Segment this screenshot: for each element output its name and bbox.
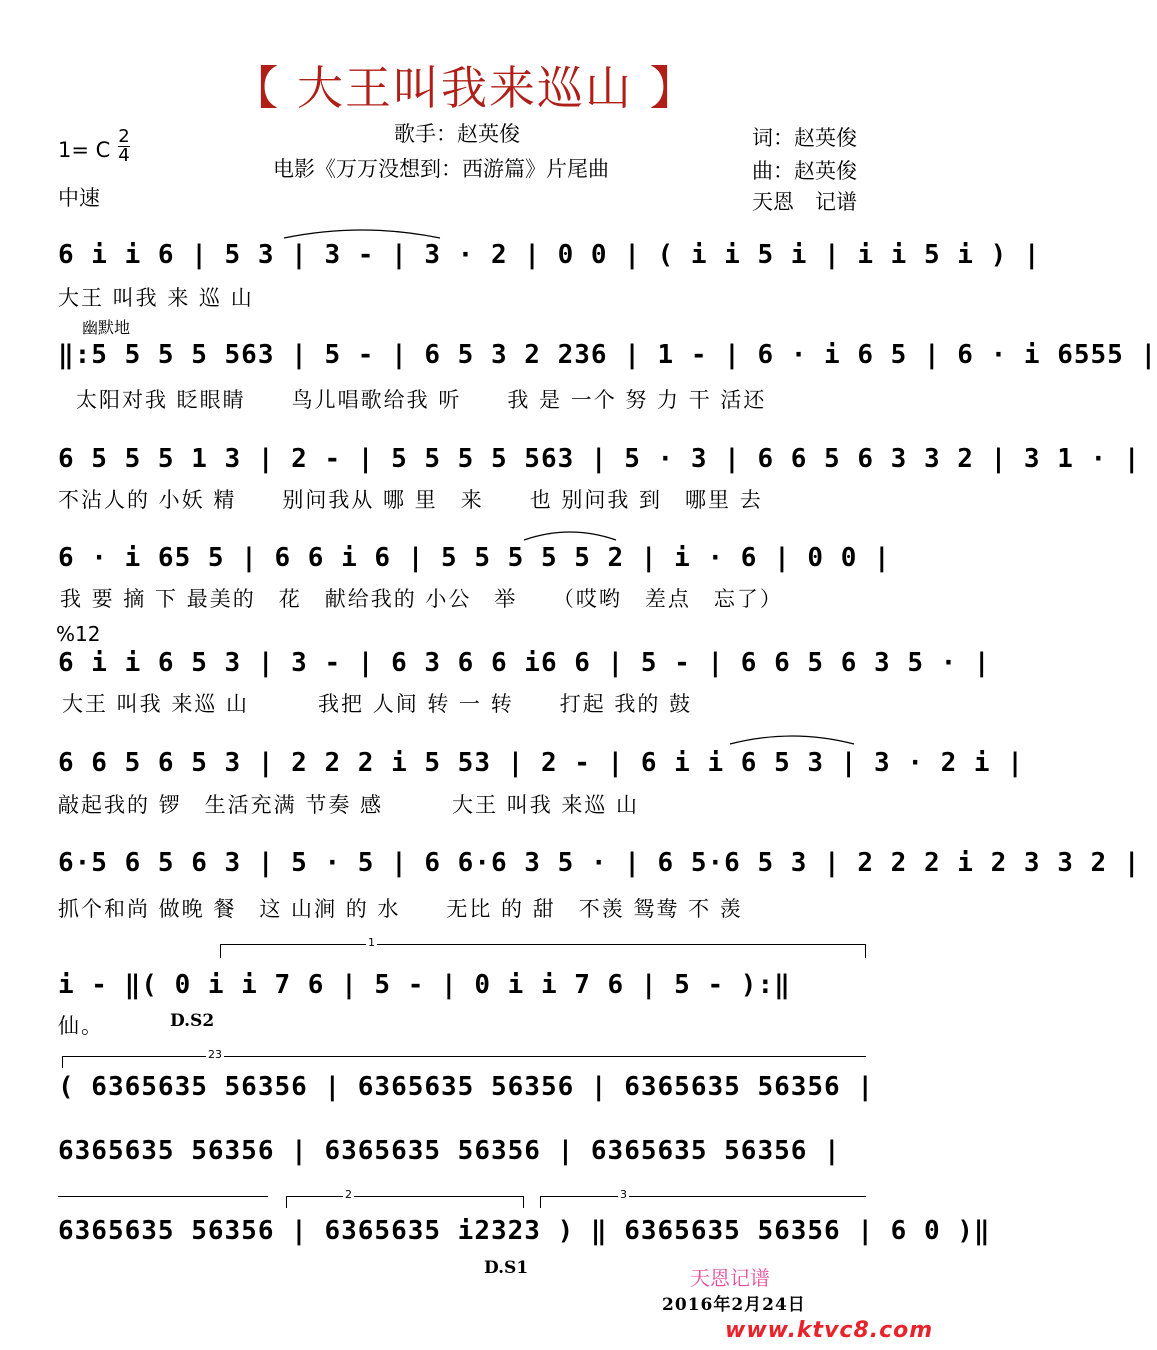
lyrics-line: 大王 叫我 来 巡 山 (58, 286, 254, 310)
lyrics-line: 不沾人的 小妖 精 别问我从 哪 里 来 也 别问我 到 哪里 去 (58, 488, 763, 512)
key-signature: 1= C (58, 138, 111, 162)
notation-line: i - ‖( 0 i i 7 6 | 5 - | 0 i i 7 6 | 5 - ):‖ (58, 970, 791, 1000)
volta-number: 2 (345, 1188, 352, 1201)
website-watermark: www.ktvc8.com (725, 1318, 934, 1343)
lyricist-credit: 词：赵英俊 (752, 126, 857, 150)
volta-line (58, 1196, 268, 1197)
dal-segno-mark: D.S1 (484, 1258, 529, 1278)
lyrics-line: 敲起我的 锣 生活充满 节奏 感 大王 叫我 来巡 山 (58, 793, 640, 817)
volta-bracket-23-left (62, 1056, 63, 1068)
singer-credit: 歌手：赵英俊 (394, 122, 520, 146)
lyrics-line: 抓个和尚 做晚 餐 这 山涧 的 水 无比 的 甜 不羡 鸳鸯 不 羡 (58, 897, 743, 921)
volta-bracket-1-left (220, 944, 221, 958)
volta-bracket-2-left (286, 1196, 287, 1208)
lyrics-line: 仙。 (58, 1014, 104, 1038)
lyrics-line: 大王 叫我 来巡 山 我把 人间 转 一 转 打起 我的 鼓 (62, 692, 693, 716)
time-signature (118, 128, 130, 165)
notation-line: 6 6 5 6 5 3 | 2 2 2 i 5 53 | 2 - | 6 i i 6 5 3 | 3 · 2 i | (58, 748, 1024, 778)
notation-line: 6·5 6 5 6 3 | 5 · 5 | 6 6·6 3 5 · | 6 5·6 5 3 | 2 2 2 i 2 3 3 2 | (58, 848, 1141, 878)
volta-number: 1 (368, 936, 375, 949)
volta-bracket-3 (540, 1196, 866, 1197)
volta-bracket-23 (62, 1056, 866, 1057)
volta-bracket-3-left (540, 1196, 541, 1208)
notation-line: 6365635 56356 | 6365635 56356 | 6365635 56356 | (58, 1136, 841, 1166)
time-signature-top: 2 (118, 126, 130, 147)
expression-mark: 幽默地 (82, 318, 131, 337)
notation-line: 6 · i 65 5 | 6 6 i 6 | 5 5 5 5 5 2 | i · 6 | 0 0 | (58, 543, 891, 573)
lyrics-line: 我 要 摘 下 最美的 花 献给我的 小公 举 （哎哟 差点 忘了） (60, 587, 783, 611)
notation-line: ‖:5 5 5 5 563 | 5 - | 6 5 3 2 236 | 1 - | 6 · i 6 5 | 6 · i 6555 | (58, 340, 1157, 370)
volta-number: 23 (208, 1048, 222, 1061)
volta-bracket-2 (286, 1196, 524, 1197)
notation-line: 6 5 5 5 1 3 | 2 - | 5 5 5 5 563 | 5 · 3 | 6 6 5 6 3 3 2 | 3 1 · | (58, 444, 1141, 474)
composer-credit: 曲：赵英俊 (752, 159, 857, 183)
transcription-date: 2016年2月24日 (662, 1295, 806, 1315)
volta-bracket-1 (220, 944, 866, 945)
notation-line: 6 i i 6 | 5 3 | 3 - | 3 · 2 | 0 0 | ( i i 5 i | i i 5 i ) | (58, 240, 1041, 270)
tie-arc (522, 528, 618, 542)
dal-segno-mark: D.S2 (170, 1011, 215, 1031)
page-title: 【 大王叫我来巡山 】 (232, 61, 698, 115)
time-signature-bottom: 4 (118, 145, 130, 166)
lyrics-line: 太阳对我 眨眼睛 鸟儿唱歌给我 听 我 是 一个 努 力 干 活还 (76, 388, 767, 412)
volta-bracket-2-right (523, 1196, 524, 1208)
tie-arc (728, 732, 856, 746)
tempo-marking: 中速 (58, 186, 100, 210)
segno-mark: %12 (56, 622, 101, 646)
notation-line: 6365635 56356 | 6365635 i2323 ) ‖ 6365635 56356 | 6 0 )‖ (58, 1216, 991, 1246)
volta-bracket-1-right (865, 944, 866, 958)
tie-arc (282, 226, 442, 240)
notation-line: ( 6365635 56356 | 6365635 56356 | 6365635 56356 | (58, 1072, 875, 1102)
transcriber-stamp: 天恩记谱 (690, 1266, 770, 1290)
film-source: 电影《万万没想到：西游篇》片尾曲 (273, 157, 609, 181)
volta-number: 3 (620, 1188, 627, 1201)
notation-line: 6 i i 6 5 3 | 3 - | 6 3 6 6 i6 6 | 5 - | 6 6 5 6 3 5 · | (58, 648, 991, 678)
transcriber-credit: 天恩 记谱 (752, 190, 857, 214)
